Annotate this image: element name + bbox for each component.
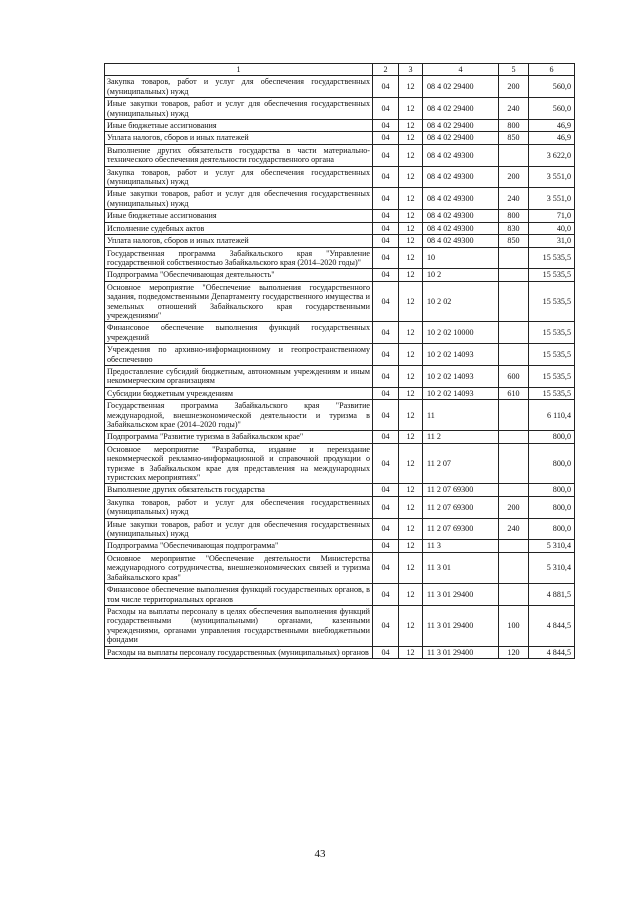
subsection-code-cell: 12	[399, 552, 423, 583]
row-name-cell: Уплата налогов, сборов и иных платежей	[105, 235, 373, 247]
section-code-cell: 04	[373, 387, 399, 399]
column-header: 3	[399, 64, 423, 76]
table-row	[105, 269, 575, 281]
target-article-cell: 08 4 02 29400	[423, 120, 499, 132]
section-code-cell: 04	[373, 281, 399, 322]
subsection-code-cell: 12	[399, 98, 423, 120]
target-article-cell: 10 2	[423, 269, 499, 281]
row-name-cell: Иные закупки товаров, работ и услуг для обеспечения государственных (муниципальных) нужд	[105, 518, 373, 540]
section-code-cell: 04	[373, 120, 399, 132]
row-name-cell: Государственная программа Забайкальского края "Управление государственной собственностью Забайкальского края (2014–2020 годы)"	[105, 247, 373, 269]
expense-type-cell	[499, 281, 529, 322]
expense-type-cell: 240	[499, 98, 529, 120]
amount-cell: 15 535,5	[529, 322, 575, 344]
target-article-cell: 11 2 07	[423, 443, 499, 484]
table-row	[105, 584, 575, 606]
row-name-cell: Основное мероприятие "Обеспечение деятельности Министерства международного сотрудничества, внешнеэкономических связей и туризма Забайкальского края"	[105, 552, 373, 583]
table-row	[105, 132, 575, 144]
row-name-cell: Закупка товаров, работ и услуг для обеспечения государственных (муниципальных) нужд	[105, 496, 373, 518]
amount-cell: 71,0	[529, 210, 575, 222]
section-code-cell: 04	[373, 584, 399, 606]
section-code-cell: 04	[373, 484, 399, 496]
budget-table-container	[104, 63, 574, 659]
expense-type-cell: 240	[499, 518, 529, 540]
amount-cell: 15 535,5	[529, 365, 575, 387]
subsection-code-cell: 12	[399, 400, 423, 431]
row-name-cell: Расходы на выплаты персоналу в целях обеспечения выполнения функций государственными (муниципальными) органами, казенными учреждениями, органами управления государственными внебюджетными фондами	[105, 605, 373, 646]
amount-cell: 15 535,5	[529, 269, 575, 281]
target-article-cell: 08 4 02 49300	[423, 235, 499, 247]
subsection-code-cell: 12	[399, 322, 423, 344]
table-row	[105, 166, 575, 188]
target-article-cell: 11 3 01 29400	[423, 584, 499, 606]
row-name-cell: Подпрограмма "Обеспечивающая подпрограмма"	[105, 540, 373, 552]
table-row	[105, 484, 575, 496]
section-code-cell: 04	[373, 518, 399, 540]
amount-cell: 800,0	[529, 443, 575, 484]
row-name-cell: Иные бюджетные ассигнования	[105, 210, 373, 222]
amount-cell: 4 844,5	[529, 646, 575, 658]
table-row	[105, 120, 575, 132]
budget-table	[104, 63, 575, 659]
table-row	[105, 98, 575, 120]
subsection-code-cell: 12	[399, 646, 423, 658]
table-row	[105, 552, 575, 583]
amount-cell: 46,9	[529, 132, 575, 144]
row-name-cell: Предоставление субсидий бюджетным, автономным учреждениям и иным некоммерческим организациям	[105, 365, 373, 387]
amount-cell: 15 535,5	[529, 281, 575, 322]
table-row	[105, 144, 575, 166]
table-row	[105, 235, 575, 247]
row-name-cell: Иные закупки товаров, работ и услуг для обеспечения государственных (муниципальных) нужд	[105, 98, 373, 120]
subsection-code-cell: 12	[399, 496, 423, 518]
section-code-cell: 04	[373, 132, 399, 144]
expense-type-cell: 800	[499, 120, 529, 132]
header-row	[105, 64, 575, 76]
target-article-cell: 10 2 02 14093	[423, 365, 499, 387]
table-row	[105, 210, 575, 222]
expense-type-cell	[499, 144, 529, 166]
subsection-code-cell: 12	[399, 605, 423, 646]
row-name-cell: Субсидии бюджетным учреждениям	[105, 387, 373, 399]
subsection-code-cell: 12	[399, 247, 423, 269]
amount-cell: 6 110,4	[529, 400, 575, 431]
subsection-code-cell: 12	[399, 76, 423, 98]
subsection-code-cell: 12	[399, 144, 423, 166]
subsection-code-cell: 12	[399, 387, 423, 399]
amount-cell: 4 881,5	[529, 584, 575, 606]
expense-type-cell: 240	[499, 188, 529, 210]
target-article-cell: 10 2 02	[423, 281, 499, 322]
table-row	[105, 518, 575, 540]
amount-cell: 15 535,5	[529, 387, 575, 399]
expense-type-cell	[499, 584, 529, 606]
expense-type-cell	[499, 247, 529, 269]
expense-type-cell	[499, 552, 529, 583]
row-name-cell: Подпрограмма "Развитие туризма в Забайкальском крае"	[105, 431, 373, 443]
amount-cell: 40,0	[529, 222, 575, 234]
section-code-cell: 04	[373, 605, 399, 646]
section-code-cell: 04	[373, 247, 399, 269]
target-article-cell: 10 2 02 10000	[423, 322, 499, 344]
amount-cell: 5 310,4	[529, 552, 575, 583]
section-code-cell: 04	[373, 552, 399, 583]
subsection-code-cell: 12	[399, 235, 423, 247]
section-code-cell: 04	[373, 222, 399, 234]
section-code-cell: 04	[373, 400, 399, 431]
row-name-cell: Финансовое обеспечение выполнения функций государственных учреждений	[105, 322, 373, 344]
section-code-cell: 04	[373, 166, 399, 188]
target-article-cell: 08 4 02 49300	[423, 188, 499, 210]
section-code-cell: 04	[373, 76, 399, 98]
section-code-cell: 04	[373, 496, 399, 518]
section-code-cell: 04	[373, 540, 399, 552]
subsection-code-cell: 12	[399, 210, 423, 222]
table-row	[105, 365, 575, 387]
subsection-code-cell: 12	[399, 540, 423, 552]
target-article-cell: 11 2 07 69300	[423, 496, 499, 518]
table-row	[105, 540, 575, 552]
subsection-code-cell: 12	[399, 188, 423, 210]
table-row	[105, 443, 575, 484]
table-row	[105, 76, 575, 98]
row-name-cell: Закупка товаров, работ и услуг для обеспечения государственных (муниципальных) нужд	[105, 166, 373, 188]
table-row	[105, 400, 575, 431]
expense-type-cell	[499, 269, 529, 281]
expense-type-cell	[499, 431, 529, 443]
amount-cell: 560,0	[529, 76, 575, 98]
section-code-cell: 04	[373, 646, 399, 658]
table-row	[105, 322, 575, 344]
row-name-cell: Расходы на выплаты персоналу государственных (муниципальных) органов	[105, 646, 373, 658]
row-name-cell: Иные закупки товаров, работ и услуг для обеспечения государственных (муниципальных) нужд	[105, 188, 373, 210]
column-header: 5	[499, 64, 529, 76]
row-name-cell: Государственная программа Забайкальского края "Развитие международной, внешнеэкономической деятельности и туризма в Забайкальском крае (2014–2020 годы)"	[105, 400, 373, 431]
expense-type-cell: 120	[499, 646, 529, 658]
subsection-code-cell: 12	[399, 484, 423, 496]
section-code-cell: 04	[373, 344, 399, 366]
section-code-cell: 04	[373, 431, 399, 443]
table-row	[105, 646, 575, 658]
target-article-cell: 11 3 01 29400	[423, 646, 499, 658]
amount-cell: 800,0	[529, 431, 575, 443]
row-name-cell: Учреждения по архивно-информационному и геопространственному обеспечению	[105, 344, 373, 366]
row-name-cell: Иные бюджетные ассигнования	[105, 120, 373, 132]
target-article-cell: 11 3	[423, 540, 499, 552]
table-row	[105, 387, 575, 399]
table-row	[105, 222, 575, 234]
row-name-cell: Исполнение судебных актов	[105, 222, 373, 234]
section-code-cell: 04	[373, 98, 399, 120]
target-article-cell: 11	[423, 400, 499, 431]
subsection-code-cell: 12	[399, 518, 423, 540]
target-article-cell: 11 3 01 29400	[423, 605, 499, 646]
subsection-code-cell: 12	[399, 269, 423, 281]
amount-cell: 3 551,0	[529, 188, 575, 210]
amount-cell: 800,0	[529, 484, 575, 496]
target-article-cell: 11 2	[423, 431, 499, 443]
amount-cell: 15 535,5	[529, 344, 575, 366]
target-article-cell: 11 2 07 69300	[423, 484, 499, 496]
target-article-cell: 10	[423, 247, 499, 269]
target-article-cell: 10 2 02 14093	[423, 387, 499, 399]
target-article-cell: 08 4 02 49300	[423, 222, 499, 234]
row-name-cell: Финансовое обеспечение выполнения функций государственных органов, в том числе территориальных органов	[105, 584, 373, 606]
expense-type-cell	[499, 484, 529, 496]
section-code-cell: 04	[373, 188, 399, 210]
subsection-code-cell: 12	[399, 584, 423, 606]
amount-cell: 46,9	[529, 120, 575, 132]
subsection-code-cell: 12	[399, 281, 423, 322]
target-article-cell: 11 3 01	[423, 552, 499, 583]
section-code-cell: 04	[373, 210, 399, 222]
amount-cell: 15 535,5	[529, 247, 575, 269]
subsection-code-cell: 12	[399, 132, 423, 144]
section-code-cell: 04	[373, 322, 399, 344]
subsection-code-cell: 12	[399, 365, 423, 387]
table-row	[105, 431, 575, 443]
expense-type-cell: 100	[499, 605, 529, 646]
subsection-code-cell: 12	[399, 344, 423, 366]
row-name-cell: Подпрограмма "Обеспечивающая деятельность"	[105, 269, 373, 281]
expense-type-cell	[499, 540, 529, 552]
section-code-cell: 04	[373, 365, 399, 387]
column-header: 1	[105, 64, 373, 76]
amount-cell: 3 622,0	[529, 144, 575, 166]
target-article-cell: 08 4 02 29400	[423, 76, 499, 98]
row-name-cell: Основное мероприятие "Обеспечение выполнения государственного задания, подведомственными Департаменту государственного имущества и земельных отношений Забайкальского края государственными учреждениями"	[105, 281, 373, 322]
subsection-code-cell: 12	[399, 443, 423, 484]
column-header: 6	[529, 64, 575, 76]
column-header: 4	[423, 64, 499, 76]
column-header: 2	[373, 64, 399, 76]
table-row	[105, 281, 575, 322]
amount-cell: 4 844,5	[529, 605, 575, 646]
table-row	[105, 344, 575, 366]
target-article-cell: 08 4 02 49300	[423, 144, 499, 166]
expense-type-cell: 800	[499, 210, 529, 222]
expense-type-cell: 600	[499, 365, 529, 387]
table-row	[105, 188, 575, 210]
expense-type-cell: 200	[499, 496, 529, 518]
table-row	[105, 605, 575, 646]
expense-type-cell	[499, 344, 529, 366]
target-article-cell: 08 4 02 29400	[423, 98, 499, 120]
subsection-code-cell: 12	[399, 120, 423, 132]
subsection-code-cell: 12	[399, 166, 423, 188]
expense-type-cell: 610	[499, 387, 529, 399]
expense-type-cell: 830	[499, 222, 529, 234]
section-code-cell: 04	[373, 443, 399, 484]
section-code-cell: 04	[373, 144, 399, 166]
target-article-cell: 08 4 02 49300	[423, 166, 499, 188]
expense-type-cell	[499, 322, 529, 344]
expense-type-cell	[499, 443, 529, 484]
table-row	[105, 247, 575, 269]
table-body	[105, 76, 575, 659]
amount-cell: 560,0	[529, 98, 575, 120]
row-name-cell: Основное мероприятие "Разработка, издание и переиздание некоммерческой рекламно-информационной и справочной продукции о туризме в Забайкальском крае для представления на международных туристских мероприятиях"	[105, 443, 373, 484]
subsection-code-cell: 12	[399, 222, 423, 234]
amount-cell: 5 310,4	[529, 540, 575, 552]
page-number: 43	[314, 848, 326, 860]
row-name-cell: Выполнение других обязательств государства	[105, 484, 373, 496]
amount-cell: 800,0	[529, 518, 575, 540]
amount-cell: 31,0	[529, 235, 575, 247]
target-article-cell: 08 4 02 49300	[423, 210, 499, 222]
expense-type-cell: 850	[499, 132, 529, 144]
row-name-cell: Закупка товаров, работ и услуг для обеспечения государственных (муниципальных) нужд	[105, 76, 373, 98]
target-article-cell: 10 2 02 14093	[423, 344, 499, 366]
row-name-cell: Выполнение других обязательств государства в части материально-технического обеспечения деятельности государственного органа	[105, 144, 373, 166]
target-article-cell: 11 2 07 69300	[423, 518, 499, 540]
table-row	[105, 496, 575, 518]
section-code-cell: 04	[373, 269, 399, 281]
expense-type-cell: 850	[499, 235, 529, 247]
amount-cell: 3 551,0	[529, 166, 575, 188]
expense-type-cell	[499, 400, 529, 431]
expense-type-cell: 200	[499, 76, 529, 98]
expense-type-cell: 200	[499, 166, 529, 188]
amount-cell: 800,0	[529, 496, 575, 518]
target-article-cell: 08 4 02 29400	[423, 132, 499, 144]
row-name-cell: Уплата налогов, сборов и иных платежей	[105, 132, 373, 144]
subsection-code-cell: 12	[399, 431, 423, 443]
section-code-cell: 04	[373, 235, 399, 247]
